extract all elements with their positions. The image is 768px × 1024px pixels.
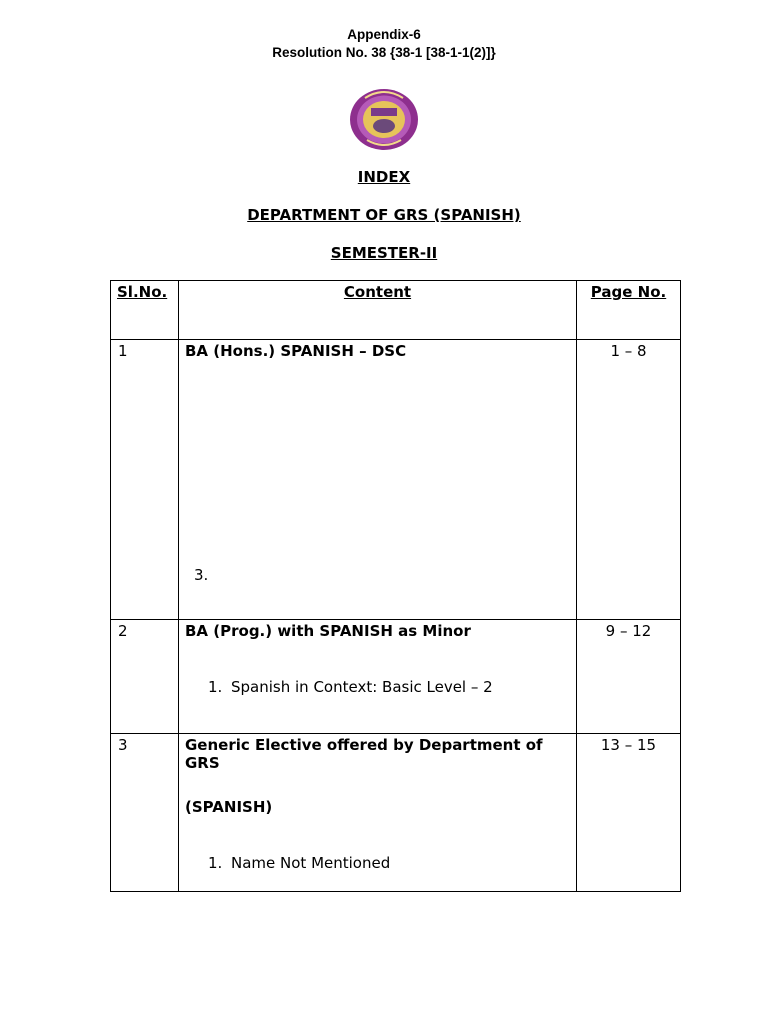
list-item-text: Name Not Mentioned — [231, 854, 391, 872]
list-item-text: Spanish in Context: Basic Level – 2 — [231, 678, 493, 696]
row-sl-no: 1 — [111, 340, 179, 620]
header-page-no: Page No. — [577, 281, 681, 340]
index-title: INDEX — [357, 168, 411, 186]
semester-title: SEMESTER-II — [330, 244, 438, 262]
list-item — [208, 678, 576, 696]
programme-name: BA (Hons.) SPANISH – DSC — [185, 342, 407, 360]
list-item-number: 1. — [208, 854, 223, 872]
row-sl-no: 2 — [111, 620, 179, 734]
table-row — [111, 734, 681, 892]
row-page-range: 13 – 15 — [577, 734, 681, 892]
list-item — [208, 854, 576, 872]
university-seal-icon — [349, 88, 419, 151]
row-content — [179, 734, 577, 892]
header-sl-no: Sl.No. — [111, 281, 179, 340]
programme-name-line1: Generic Elective offered by Department of GRS — [185, 736, 543, 772]
row-content — [179, 620, 577, 734]
row-page-range: 1 – 8 — [577, 340, 681, 620]
programme-name: BA (Prog.) with SPANISH as Minor — [185, 622, 471, 640]
row-sl-no: 3 — [111, 734, 179, 892]
table-row — [111, 340, 681, 620]
programme-name-line2: (SPANISH) — [185, 798, 273, 816]
resolution-label: Resolution No. 38 {38-1 [38-1-1(2)]} — [272, 45, 496, 60]
header-content: Content — [179, 281, 577, 340]
table-row — [111, 620, 681, 734]
department-title: DEPARTMENT OF GRS (SPANISH) — [247, 206, 521, 224]
table-header-row — [111, 281, 681, 340]
appendix-label: Appendix-6 — [347, 27, 421, 42]
index-table — [110, 280, 681, 892]
list-item-number: 1. — [208, 678, 223, 696]
row-page-range: 9 – 12 — [577, 620, 681, 734]
document-header — [0, 26, 768, 62]
list-item: 3. — [194, 566, 209, 584]
row-content — [179, 340, 577, 620]
